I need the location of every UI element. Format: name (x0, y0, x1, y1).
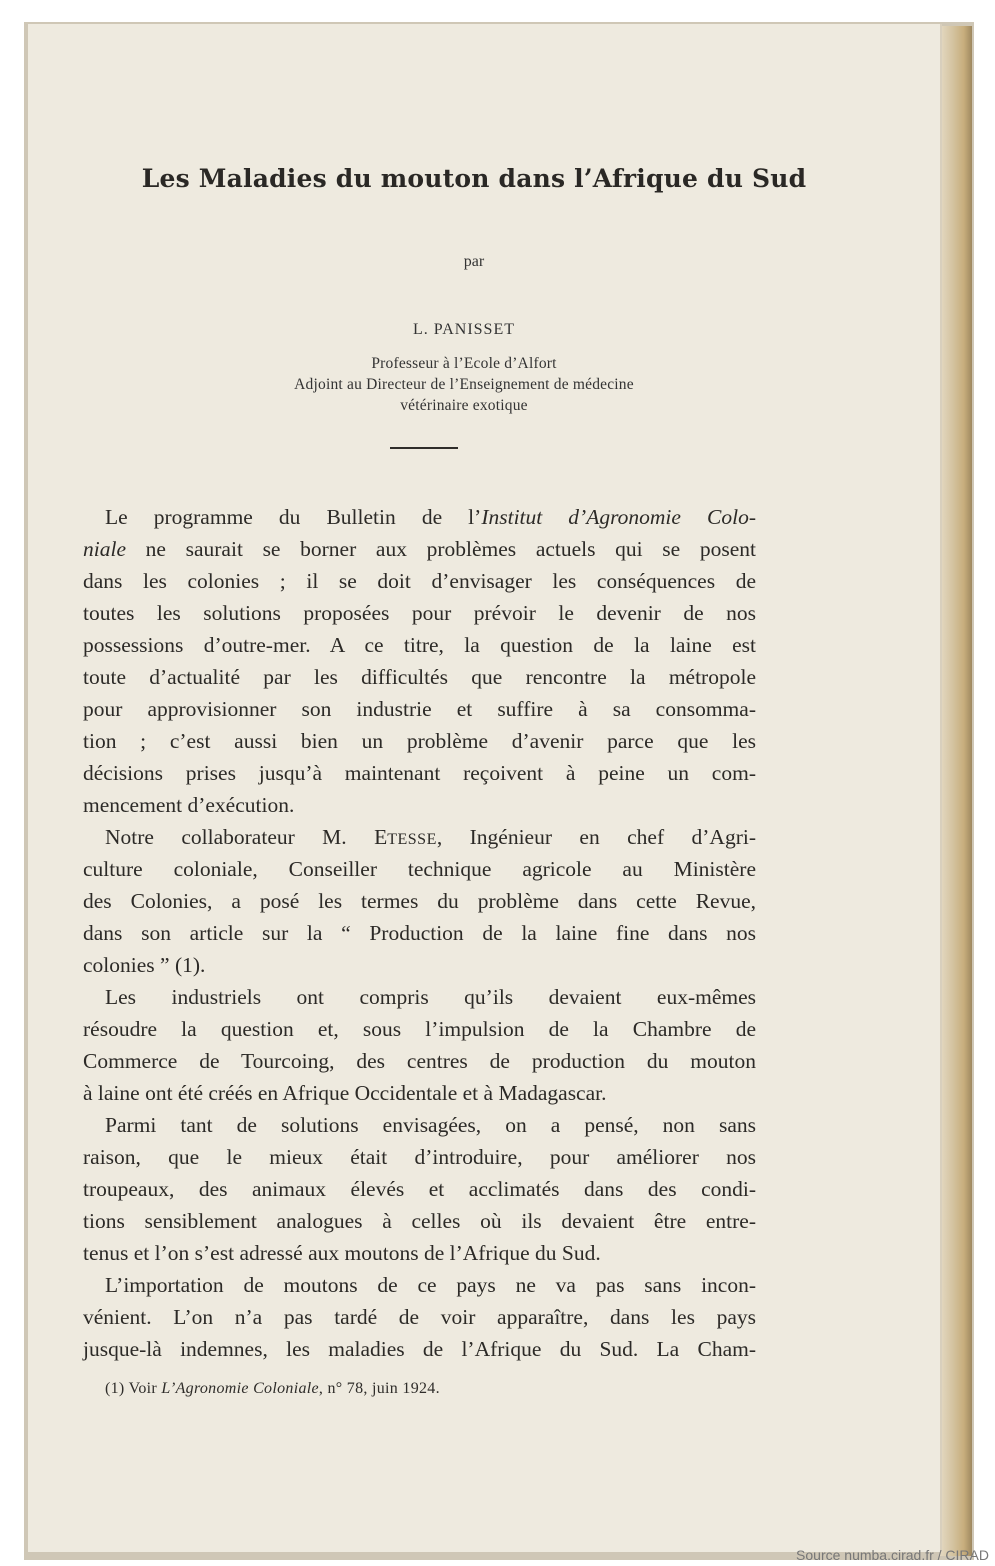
text-line: décisions prises jusqu’à maintenant reçoivent à peine un com- (83, 761, 756, 785)
affiliation-line: Adjoint au Directeur de l’Enseignement de médecine (294, 376, 634, 393)
text-line: toute d’actualité par les difficultés que rencontre la métropole (83, 665, 756, 689)
affiliation-line: vétérinaire exotique (400, 397, 528, 414)
author-name: L. PANISSET (413, 321, 515, 338)
scanned-page (28, 24, 942, 1552)
text-line: Notre collaborateur M. ETESSE, Ingénieur en chef d’Agri- (105, 825, 756, 849)
text-line: culture coloniale, Conseiller technique agricole au Ministère (83, 857, 756, 881)
text-line: colonies ” (1). (83, 953, 206, 977)
text-line: L’importation de moutons de ce pays ne va pas sans incon- (105, 1273, 756, 1297)
title-separator (390, 447, 458, 449)
affiliation-line: Professeur à l’Ecole d’Alfort (371, 355, 557, 372)
text-line: troupeaux, des animaux élevés et acclimatés dans des condi- (83, 1177, 756, 1201)
text-line: jusque-là indemnes, les maladies de l’Afrique du Sud. La Cham- (83, 1337, 756, 1361)
text-line: mencement d’exécution. (83, 793, 295, 817)
text-line: tions sensiblement analogues à celles où ils devaient être entre- (83, 1209, 756, 1233)
text-line: tenus et l’on s’est adressé aux moutons de l’Afrique du Sud. (83, 1241, 601, 1265)
text-line: niale ne saurait se borner aux problèmes actuels qui se posent (83, 537, 756, 561)
text-line: Le programme du Bulletin de l’Institut d’Agronomie Colo- (105, 505, 756, 529)
source-credit: Source numba.cirad.fr / CIRAD (796, 1547, 989, 1563)
page-edge (940, 26, 972, 1556)
text-line: Commerce de Tourcoing, des centres de production du mouton (83, 1049, 756, 1073)
article-body (83, 501, 756, 1365)
footnote: (1) Voir L’Agronomie Coloniale, n° 78, juin 1924. (105, 1380, 440, 1397)
text-line: raison, que le mieux était d’introduire, pour améliorer nos (83, 1145, 756, 1169)
text-line: des Colonies, a posé les termes du problème dans cette Revue, (83, 889, 756, 913)
text-line: vénient. L’on n’a pas tardé de voir apparaître, dans les pays (83, 1305, 756, 1329)
text-line: tion ; c’est aussi bien un problème d’avenir parce que les (83, 729, 756, 753)
text-line: dans son article sur la “ Production de la laine fine dans nos (83, 921, 756, 945)
text-line: toutes les solutions proposées pour prévoir le devenir de nos (83, 601, 756, 625)
text-line: possessions d’outre-mer. A ce titre, la question de la laine est (83, 633, 756, 657)
text-line: Les industriels ont compris qu’ils devaient eux-mêmes (105, 985, 756, 1009)
byline-par: par (463, 253, 485, 270)
text-line: à laine ont été créés en Afrique Occidentale et à Madagascar. (83, 1081, 607, 1105)
article-title: Les Maladies du mouton dans l’Afrique du Sud (141, 164, 807, 193)
text-line: résoudre la question et, sous l’impulsion de la Chambre de (83, 1017, 756, 1041)
text-line: Parmi tant de solutions envisagées, on a pensé, non sans (105, 1113, 756, 1137)
text-line: pour approvisionner son industrie et suffire à sa consomma- (83, 697, 756, 721)
text-line: dans les colonies ; il se doit d’envisager les conséquences de (83, 569, 756, 593)
